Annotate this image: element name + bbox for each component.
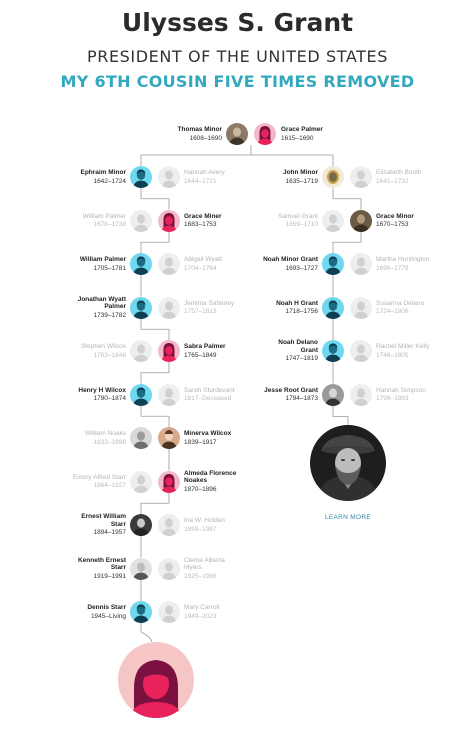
person-dates: 1724–1806 [376,308,409,315]
left-person-spouse-5 [184,387,240,403]
person-name: Hannah Simpson [376,386,426,394]
right-person-spouse-5 [376,387,432,403]
subtitle-role: PRESIDENT OF THE UNITED STATES [86,47,388,66]
left-avatar-direct-1[interactable] [158,210,180,232]
person-name: Jonathan Wyatt Palmer [77,295,126,311]
relationship-label: MY 6TH COUSIN FIVE TIMES REMOVED [60,72,415,91]
left-person-spouse-1 [70,213,126,229]
right-avatar-direct-0[interactable] [322,166,344,188]
person-name: Ina W. Holden [184,517,225,524]
person-dates: 1798–1883 [376,395,409,402]
left-avatar-spouse-6[interactable] [130,427,152,449]
person-root-husband [166,126,222,142]
person-name: Emory Alfred Starr [72,473,126,481]
right-avatar-spouse-5[interactable] [350,384,372,406]
left-avatar-direct-10[interactable] [130,601,152,623]
left-avatar-direct-8[interactable] [130,514,152,536]
right-person-direct-4 [262,339,318,363]
person-dates: 1839–1917 [184,438,217,446]
person-dates: 1894–1957 [93,529,126,537]
left-avatar-spouse-3[interactable] [158,297,180,319]
person-name: Rachel Miller Kelly [376,343,430,350]
right-avatar-spouse-4[interactable] [350,340,372,362]
person-name: Martha Huntington [376,256,430,263]
person-name: John Minor [282,169,318,176]
person-dates: 1678–1738 [93,221,126,228]
left-avatar-direct-3[interactable] [130,297,152,319]
right-avatar-direct-2[interactable] [322,253,344,275]
left-person-direct-0 [70,169,126,185]
right-avatar-spouse-3[interactable] [350,297,372,319]
left-avatar-spouse-2[interactable] [158,253,180,275]
person-dates: 1635–1719 [285,177,318,185]
left-person-spouse-7 [70,474,126,490]
person-name: William Palmer [82,212,126,220]
person-dates: 1615–1690 [281,134,314,142]
person-dates: 1763–1848 [93,351,126,359]
person-name: Noah Minor Grant [263,256,318,263]
left-person-direct-7 [184,470,240,494]
left-person-spouse-0 [184,169,240,185]
user-avatar [118,642,194,718]
person-name: Stephen Wilcox [80,343,126,350]
right-person-spouse-2 [376,256,432,272]
person-name: Sabra Palmer [184,343,226,350]
person-dates: 1925–1986 [184,572,217,580]
person-name: Grace Minor [376,212,414,220]
person-dates: 1833–1898 [93,438,126,446]
person-dates: 1642–1724 [93,177,126,185]
person-dates: 1765–1849 [184,351,217,359]
person-dates: 1794–1873 [285,395,318,402]
left-person-spouse-8 [184,517,240,533]
person-dates: 1919–1991 [93,572,126,580]
person-name: Sarah Sturdevant [184,386,235,394]
left-avatar-spouse-0[interactable] [158,166,180,188]
person-name: William Noaks [84,430,126,437]
left-person-direct-3 [70,296,126,320]
left-avatar-spouse-1[interactable] [130,210,152,232]
left-avatar-direct-9[interactable] [130,558,152,580]
person-dates: 1864–1927 [93,482,126,489]
person-name: Thomas Minor [177,126,222,133]
person-dates: 1870–1896 [184,485,217,493]
left-person-direct-5 [70,387,126,403]
person-dates: 1899–1987 [184,525,217,533]
person-dates: 1817–Deceased [184,395,232,402]
person-name: Kenneth Ernest Starr [77,556,126,572]
left-avatar-spouse-10[interactable] [158,601,180,623]
left-avatar-spouse-5[interactable] [158,384,180,406]
person-dates: 1696–1779 [376,264,409,272]
left-avatar-spouse-7[interactable] [130,471,152,493]
left-avatar-direct-6[interactable] [158,427,180,449]
person-name: William Palmer [79,256,126,263]
left-avatar-direct-5[interactable] [130,384,152,406]
left-person-spouse-3 [184,300,240,316]
person-name: Jemima Satterley [184,299,235,307]
left-avatar-spouse-4[interactable] [130,340,152,362]
right-person-direct-5 [262,387,318,403]
left-person-direct-8 [70,513,126,537]
right-person-spouse-1 [262,213,318,229]
person-name: Mary Carroll [184,604,220,611]
person-dates: 1683–1753 [184,221,217,228]
left-avatar-direct-0[interactable] [130,166,152,188]
person-name: Dennis Starr [87,604,126,611]
person-dates: 1949–2023 [184,612,217,620]
left-person-spouse-6 [70,430,126,446]
right-person-spouse-4 [376,343,432,359]
person-name: Almeda Florence Noakes [184,469,237,485]
left-person-spouse-4 [70,343,126,359]
person-dates: 1757–1813 [184,308,217,315]
left-avatar-direct-4[interactable] [158,340,180,362]
right-person-spouse-3 [376,300,432,316]
person-name: Grace Palmer [281,126,323,133]
left-avatar-direct-7[interactable] [158,471,180,493]
person-dates: 1739–1782 [93,311,126,319]
person-dates: 1659–1710 [285,221,318,228]
right-person-direct-3 [262,300,318,316]
person-name: Jesse Root Grant [264,386,318,394]
right-avatar-direct-5[interactable] [322,384,344,406]
person-dates: 1704–1784 [184,264,217,272]
person-name: Minerva Wilcox [184,430,232,437]
person-name: Susanna Delano [376,299,425,307]
person-dates: 1747–1819 [285,355,318,363]
left-person-direct-6 [184,430,240,446]
person-dates: 1705–1781 [93,264,126,272]
person-name: Grace Miner [184,212,222,220]
right-person-direct-2 [262,256,318,272]
left-person-direct-2 [70,256,126,272]
right-person-direct-1 [376,213,432,229]
right-avatar-spouse-0[interactable] [350,166,372,188]
left-person-direct-4 [184,343,240,359]
person-dates: 1641–1732 [376,177,409,185]
person-name: Hannah Avery [184,169,225,176]
right-avatar-spouse-1[interactable] [322,210,344,232]
left-avatar-direct-2[interactable] [130,253,152,275]
person-name: Samuel Grant [277,212,318,220]
person-name: Elizabeth Booth [376,169,422,176]
left-person-direct-10 [70,604,126,620]
right-person-spouse-0 [376,169,432,185]
person-name: Noah Delano Grant [278,339,318,354]
right-avatar-direct-1[interactable] [350,210,372,232]
person-root-wife [281,126,337,142]
person-name: Abigail Wyatt [184,256,222,263]
person-dates: 1693–1727 [285,264,318,272]
right-avatar-direct-4[interactable] [322,340,344,362]
right-avatar-direct-3[interactable] [322,297,344,319]
person-dates: 1746–1805 [376,351,409,359]
person-name: Clema Alberta Myers [184,556,225,572]
left-avatar-spouse-9[interactable] [158,558,180,580]
left-person-direct-9 [70,557,126,581]
person-dates: 1608–1690 [189,134,222,142]
person-dates: 1670–1753 [376,221,409,228]
person-dates: 1644–1721 [184,177,217,185]
left-person-spouse-10 [184,604,240,620]
person-name: Henry H Wilcox [78,386,126,394]
left-person-spouse-9 [184,557,240,581]
left-person-direct-1 [184,213,240,229]
page-title: Ulysses S. Grant [121,8,354,37]
person-name: Ernest William Starr [81,513,126,528]
person-dates: 1718–1756 [285,308,318,315]
right-person-direct-0 [262,169,318,185]
avatar-root-wife[interactable] [254,123,276,145]
person-name: Ephraim Minor [80,169,126,176]
celebrity-portrait[interactable] [310,425,386,501]
right-avatar-spouse-2[interactable] [350,253,372,275]
left-avatar-spouse-8[interactable] [158,514,180,536]
person-dates: 1790–1874 [93,395,126,402]
left-person-spouse-2 [184,256,240,272]
learn-more-link[interactable]: LEARN MORE [325,514,371,521]
person-name: Noah H Grant [276,299,318,307]
avatar-root-husband[interactable] [226,123,248,145]
person-dates: 1945–Living [90,612,126,620]
